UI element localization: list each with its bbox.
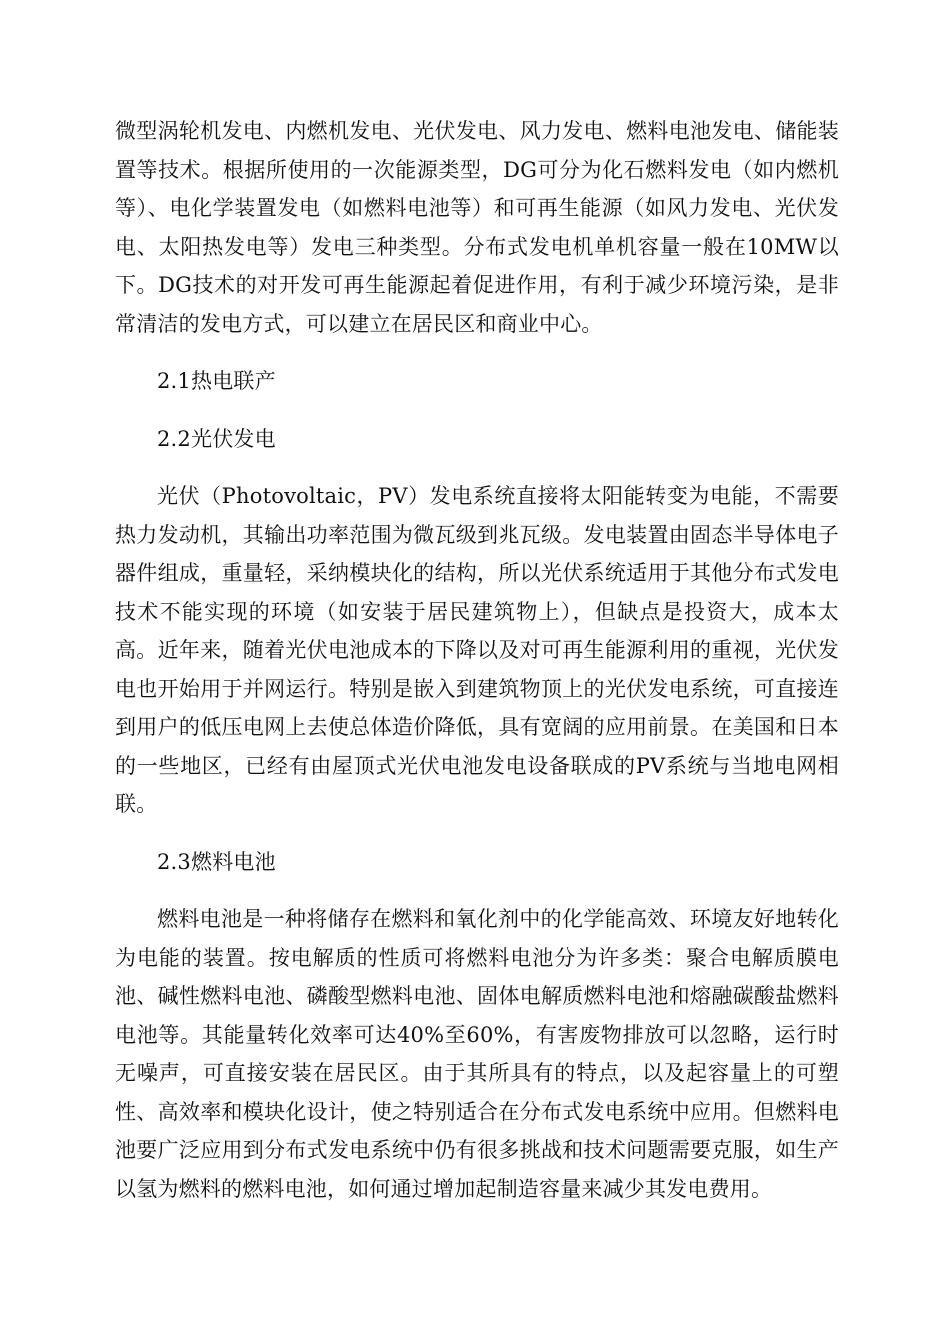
section-heading-2-3: 2.3燃料电池 [157,849,276,874]
section-heading-2-2: 2.2光伏发电 [157,426,276,451]
document-body [115,112,839,1227]
intro-paragraph: 微型涡轮机发电、内燃机发电、光伏发电、风力发电、燃料电池发电、储能装置等技术。根据所使用的一次能源类型，DG可分为化石燃料发电（如内燃机等）、电化学装置发电（如燃料电池等）和可再生能源（如风力发电、光伏发电、太阳热发电等）发电三种类型。分布式发电机单机容量一般在10MW以下。DG技术的对开发可再生能源起着促进作用，有利于减少环境污染，是非常清洁的发电方式，可以建立在居民区和商业中心。 [115,119,839,336]
photovoltaic-paragraph: 光伏（Photovoltaic，PV）发电系统直接将太阳能转变为电能，不需要热力发动机，其输出功率范围为微瓦级到兆瓦级。发电装置由固态半导体电子器件组成，重量轻，采纳模块化的结构，所以光伏系统适用于其他分布式发电技术不能实现的环境（如安装于居民建筑物上），但缺点是投资大，成本太高。近年来，随着光伏电池成本的下降以及对可再生能源利用的重视，光伏发电也开始用于并网运行。特别是嵌入到建筑物顶上的光伏发电系统，可直接连到用户的低压电网上去使总体造价降低，具有宽阔的应用前景。在美国和日本的一些地区，已经有由屋顶式光伏电池发电设备联成的PV系统与当地电网相联。 [115,484,839,816]
section-heading-2-1: 2.1热电联产 [157,369,276,393]
fuel-cell-paragraph: 燃料电池是一种将储存在燃料和氧化剂中的化学能高效、环境友好地转化为电能的装置。按电解质的性质可将燃料电池分为许多类：聚合电解质膜电池、碱性燃料电池、磷酸型燃料电池、固体电解质燃料电池和熔融碳酸盐燃料电池等。其能量转化效率可达40%至60%，有害废物排放可以忽略，运行时无噪声，可直接安装在居民区。由于其所具有的特点，以及起容量上的可塑性、高效率和模块化设计，使之特别适合在分布式发电系统中应用。但燃料电池要广泛应用到分布式发电系统中仍有很多挑战和技术问题需要克服，如生产以氢为燃料的燃料电池，如何通过增加起制造容量来减少其发电费用。 [115,907,839,1201]
